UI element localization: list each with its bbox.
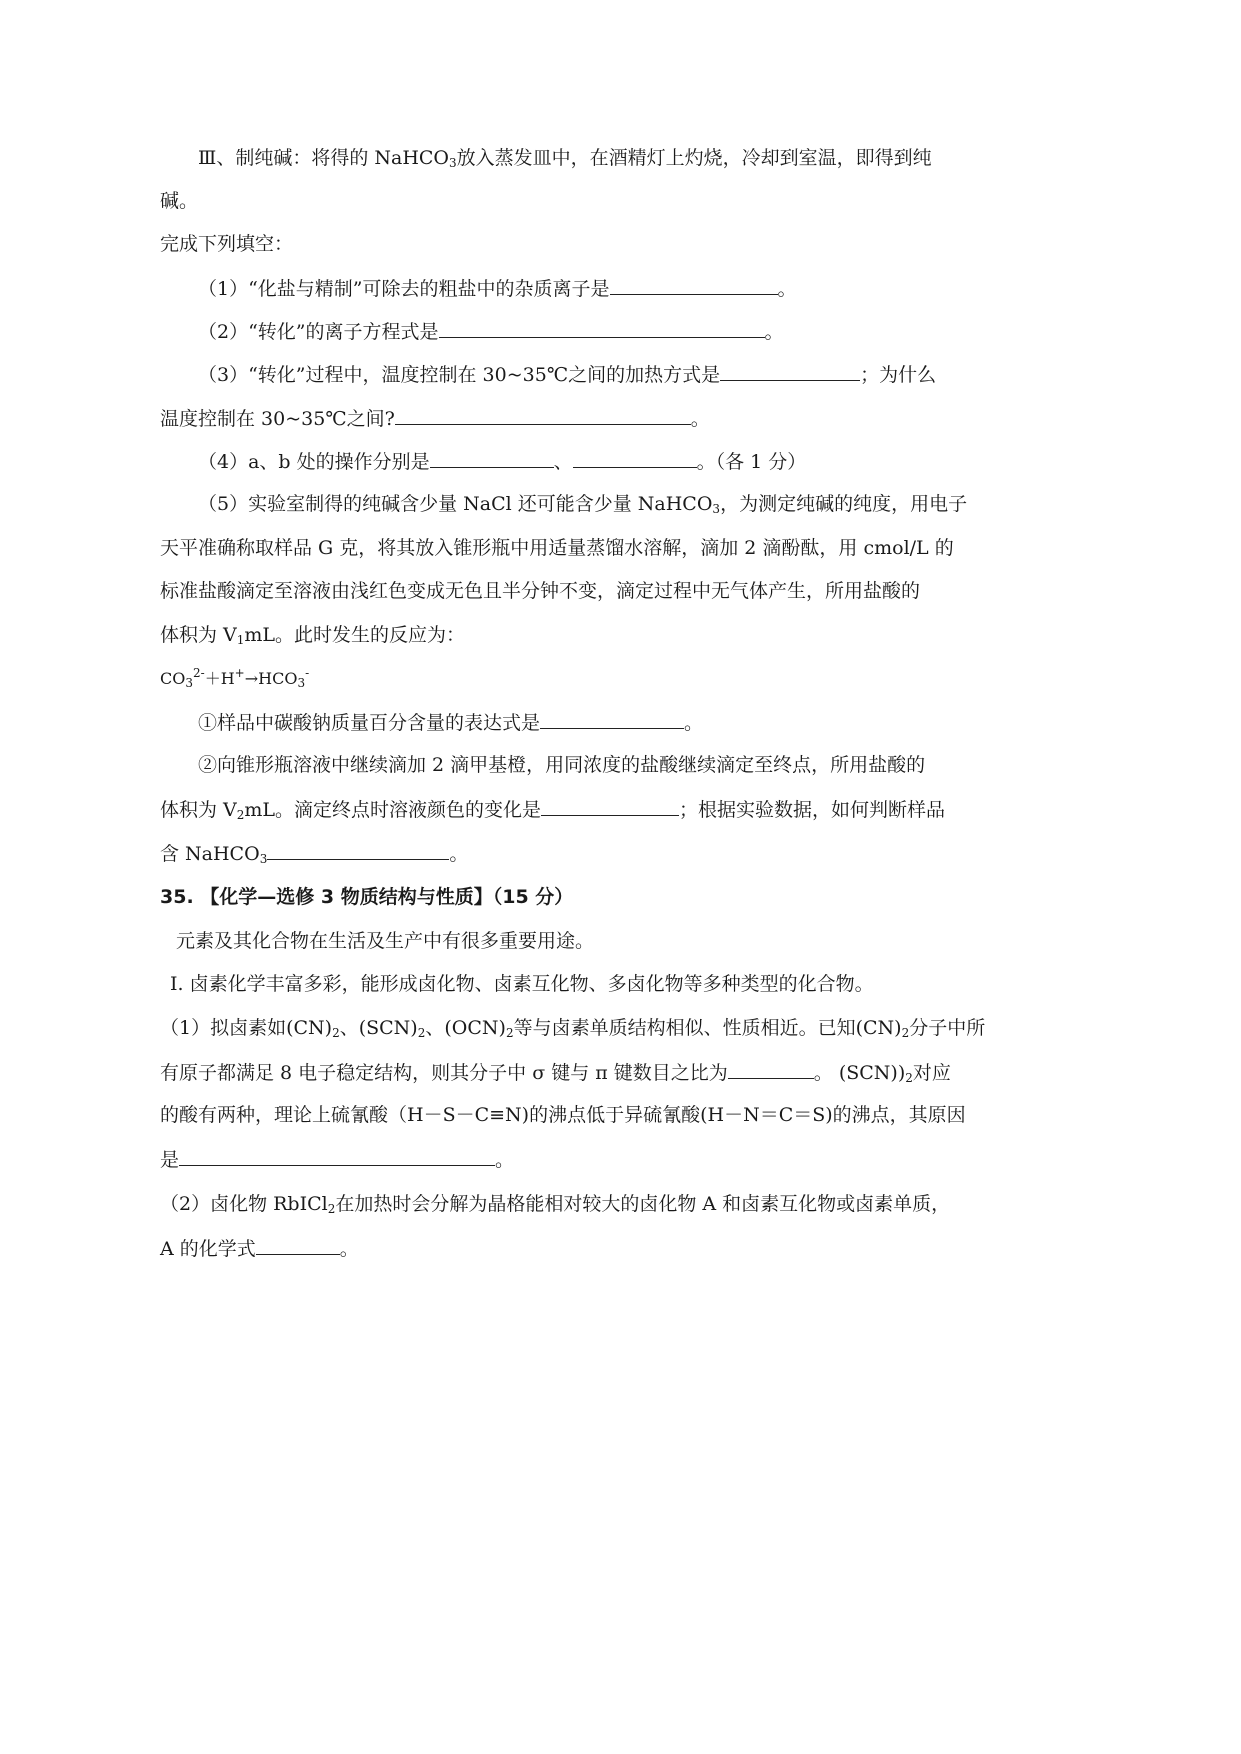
answer-blank[interactable] <box>179 1145 495 1166</box>
question-3-line-2: 温度控制在 30~35℃之间? 。 <box>160 404 710 433</box>
sub-question-2-line-2: 体积为 $V_2mL$。滴定终点时溶液颜色的变化是 ；根据实验数据，如何判断样品 <box>160 795 945 824</box>
question-3-line-1: （3）“转化”过程中，温度控制在 30~35℃之间的加热方式是 ；为什么 <box>198 360 936 389</box>
part-1-line-1: （1）拟卤素如$(CN)_2$、$(SCN)_2$、$(OCN)_2$等与卤素单质结构相似、性质相近。已知$(CN)_2$分子中所 <box>160 1017 986 1040</box>
reaction-equation: $CO_3^{2-}+H^+\to HCO_3^-$ <box>160 666 310 690</box>
question-5-line-2: 天平准确称取样品 G 克，将其放入锥形瓶中用适量蒸馏水溶解，滴加 2 滴酚酞，用 cmol/L 的 <box>160 537 954 559</box>
fill-in-intro: 完成下列填空： <box>160 233 294 255</box>
question-4: （4）a、b 处的操作分别是 、 。（各 1 分） <box>198 447 806 476</box>
question-5-line-1: （5）实验室制得的纯碱含少量 NaCl 还可能含少量 NaHCO$_3$，为测定纯碱的纯度，用电子 <box>198 493 968 516</box>
answer-blank[interactable] <box>610 274 778 295</box>
question-1: （1）“化盐与精制”可除去的粗盐中的杂质离子是 。 <box>198 274 797 303</box>
question-5-line-4: 体积为 $V_1mL$。此时发生的反应为： <box>160 624 466 647</box>
answer-blank[interactable] <box>720 360 860 381</box>
answer-blank[interactable] <box>541 795 679 816</box>
part-1-line-2: 有原子都满足 8 电子稳定结构，则其分子中 σ 键与 π 键数目之比为 。 $(SCN))_2$对应 <box>160 1058 951 1087</box>
step-3-line-1: Ⅲ、制纯碱：将得的 NaHCO$_3$放入蒸发皿中，在酒精灯上灼烧，冷却到室温，即得到纯 <box>198 147 932 170</box>
answer-blank[interactable] <box>395 404 691 425</box>
step-3-line-2: 碱。 <box>160 190 199 212</box>
answer-blank[interactable] <box>267 839 449 860</box>
answer-blank[interactable] <box>728 1058 814 1079</box>
part-1-line-4: 是 。 <box>160 1145 514 1174</box>
sub-question-2-line-3: 含 NaHCO$_3$ 。 <box>160 839 468 868</box>
sub-question-2-line-1: ②向锥形瓶溶液中继续滴加 2 滴甲基橙，用同浓度的盐酸继续滴定至终点，所用盐酸的 <box>198 754 926 776</box>
answer-blank[interactable] <box>439 317 765 338</box>
answer-blank[interactable] <box>256 1234 340 1255</box>
answer-blank-b[interactable] <box>573 447 697 468</box>
question-35-intro: 元素及其化合物在生活及生产中有很多重要用途。 <box>176 930 595 952</box>
section-1-heading: Ⅰ. 卤素化学丰富多彩，能形成卤化物、卤素互化物、多卤化物等多种类型的化合物。 <box>170 973 874 995</box>
sub-question-1: ①样品中碳酸钠质量百分含量的表达式是 。 <box>198 708 703 737</box>
question-5-line-3: 标准盐酸滴定至溶液由浅红色变成无色且半分钟不变，滴定过程中无气体产生，所用盐酸的 <box>160 580 921 602</box>
part-2-line-1: （2）卤化物 RbICl$_2$在加热时会分解为晶格能相对较大的卤化物 A 和卤素互化物或卤素单质， <box>160 1193 951 1216</box>
part-1-line-3: 的酸有两种，理论上硫氰酸（H－S－C≡N)的沸点低于异硫氰酸(H－N＝C＝S)的沸点，其原因 <box>160 1104 966 1126</box>
part-2-line-2: A 的化学式 。 <box>160 1234 359 1263</box>
answer-blank[interactable] <box>540 708 684 729</box>
question-2: （2）“转化”的离子方程式是 。 <box>198 317 784 346</box>
question-35-heading: 35. 【化学—选修 3 物质结构与性质】（15 分） <box>160 886 574 908</box>
answer-blank-a[interactable] <box>430 447 554 468</box>
